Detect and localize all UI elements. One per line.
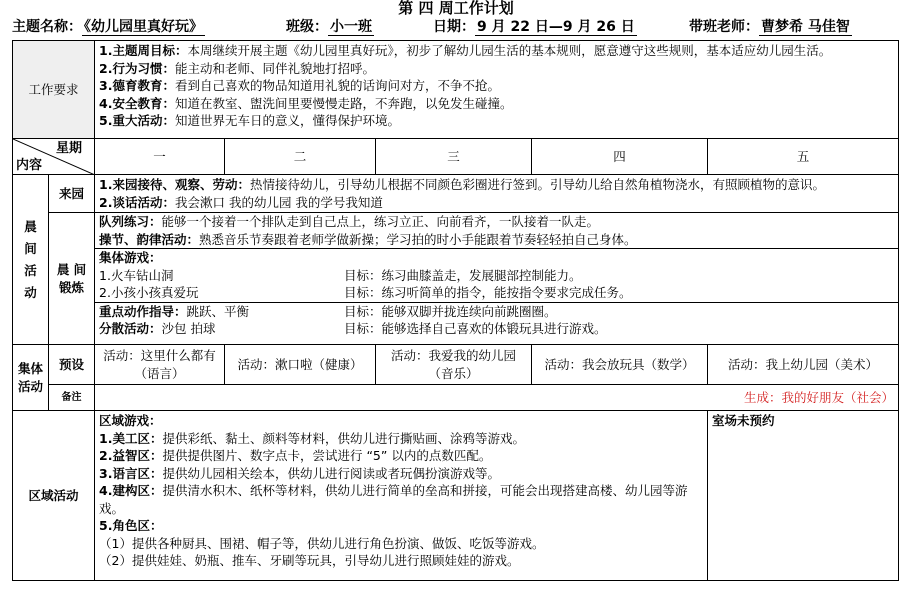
corner-label-weekday: 星期 xyxy=(56,141,83,156)
class-value: 小一班 xyxy=(330,19,372,35)
area-key: 5.角色区： xyxy=(99,518,163,533)
exercise-label: 晨 间锻炼 xyxy=(49,213,95,345)
theme-header xyxy=(12,16,205,38)
generated-note: 生成：我的好朋友（社会） xyxy=(95,385,899,411)
area-key: 3.语言区： xyxy=(99,465,163,481)
weekday-header-row xyxy=(13,139,899,175)
work-requirements-content xyxy=(95,41,899,139)
collective-plan-row xyxy=(13,345,899,385)
talk-text: 我会漱口 我的幼儿园 我的学号我知道 xyxy=(174,194,383,210)
arrival-key: 1.来园接待、观察、劳动： xyxy=(99,177,250,192)
req-key: 5.重大活动： xyxy=(99,113,175,128)
req-key: 1.主题周目标： xyxy=(99,43,188,58)
day-wednesday: 三 xyxy=(376,139,532,175)
req-key: 3.德育教育： xyxy=(99,78,175,93)
exercise-content xyxy=(95,213,899,345)
arrival-text: 热情接待幼儿，引导幼儿根据不同颜色彩圈进行签到。引导幼儿给自然角植物浇水，有照顾植物的意识。 xyxy=(249,177,825,192)
page-title: 第 四 周工作计划 xyxy=(398,0,514,17)
activity-monday: 活动：这里什么都有（语言） xyxy=(95,345,225,385)
arrival-label: 来园 xyxy=(49,175,95,213)
day-friday: 五 xyxy=(708,139,899,175)
activity-friday: 活动：我上幼儿园（美术） xyxy=(708,345,899,385)
date-value: 9 月 22 日—9 月 26 日 xyxy=(477,19,635,35)
weekly-plan-table xyxy=(12,40,899,581)
area-activity-label: 区域活动 xyxy=(13,411,95,581)
teacher-header xyxy=(689,16,852,38)
formation-text: 能够一个接着一个排队走到自己点上，练习立正、向前看齐，一队接着一队走。 xyxy=(161,214,600,229)
theme-value: 《幼儿园里真好玩》 xyxy=(84,19,203,35)
area-text: 提供提供图片、数字点卡，尝试进行 “5” 以内的点数匹配。 xyxy=(162,448,492,463)
class-header xyxy=(286,16,374,38)
area-text: 提供幼儿园相关绘本，供幼儿进行阅读或者玩偶扮演游戏等。 xyxy=(162,465,500,481)
note-label: 备注 xyxy=(49,385,95,411)
activity-thursday: 活动：我会放玩具（数学） xyxy=(532,345,708,385)
exercise-row xyxy=(13,213,899,345)
area-title: 区域游戏： xyxy=(99,413,162,428)
role-line: （1）提供各种厨具、围裙、帽子等，供幼儿进行角色扮演、做饭、吃饭等游戏。 xyxy=(99,535,545,551)
date-header xyxy=(433,16,637,38)
req-text: 能主动和老师、同伴礼貌地打招呼。 xyxy=(174,60,375,76)
day-tuesday: 二 xyxy=(225,139,376,175)
req-text: 本周继续开展主题《幼儿园里真好玩》，初步了解幼儿园生活的基本规则，愿意遵守这些规则，基本适应幼儿园生活。 xyxy=(187,43,832,58)
day-monday: 一 xyxy=(95,139,225,175)
outdoor-note: 室场未预约 xyxy=(712,413,775,428)
day-thursday: 四 xyxy=(532,139,708,175)
area-row xyxy=(13,411,899,581)
morning-activity-label: 晨间活动 xyxy=(13,175,49,345)
req-key: 2.行为习惯： xyxy=(99,60,175,76)
area-text: 提供清水积木、纸杯等材料，供幼儿进行简单的垒高和拼接，可能会出现搭建高楼、幼儿园等游戏。 xyxy=(99,483,688,516)
role-line: （2）提供娃娃、奶瓶、推车、牙刷等玩具，引导幼儿进行照顾娃娃的游戏。 xyxy=(99,553,520,568)
req-key: 4.安全教育： xyxy=(99,95,175,111)
plan-label: 预设 xyxy=(49,345,95,385)
outdoor-cell xyxy=(708,411,899,581)
work-requirements-label: 工作要求 xyxy=(13,41,95,139)
area-key: 2.益智区： xyxy=(99,448,163,463)
req-text: 知道世界无车日的意义，懂得保护环境。 xyxy=(174,113,400,128)
weekday-corner-cell xyxy=(13,139,95,175)
area-key: 4.建构区： xyxy=(99,483,163,498)
game-goal: 目标：练习听简单的指令，能按指令要求完成任务。 xyxy=(344,285,632,300)
focus-goal: 目标：能够双脚并拢连续向前跳圈圈。 xyxy=(344,303,557,319)
rhythm-key: 操节、韵律活动： xyxy=(99,231,200,247)
date-label: 日期： xyxy=(433,19,475,35)
activity-tuesday: 活动：漱口啦（健康） xyxy=(225,345,376,385)
req-text: 看到自己喜欢的物品知道用礼貌的话询问对方，不争不抢。 xyxy=(174,78,500,93)
focus-value: 跳跃、平衡 xyxy=(186,303,250,319)
class-label: 班级： xyxy=(286,19,328,35)
split-value: 沙包 拍球 xyxy=(161,321,216,336)
req-text: 知道在教室、盥洗间里要慢慢走路，不奔跑，以免发生碰撞。 xyxy=(174,95,513,111)
corner-label-content: 内容 xyxy=(16,157,43,173)
game-goal: 目标：练习曲膝盖走，发展腿部控制能力。 xyxy=(344,267,582,283)
collective-activity-label: 集体活动 xyxy=(13,345,49,411)
theme-label: 主题名称： xyxy=(12,19,82,35)
formation-key: 队列练习： xyxy=(99,214,162,229)
teacher-label: 带班老师： xyxy=(689,19,759,35)
activity-wednesday: 活动：我爱我的幼儿园（音乐） xyxy=(376,345,532,385)
work-requirements-row xyxy=(13,41,899,139)
game-name: 1.火车钻山洞 xyxy=(99,267,174,283)
teacher-value: 曹梦希 马佳智 xyxy=(761,19,850,35)
group-game-title: 集体游戏： xyxy=(99,250,162,265)
area-key: 1.美工区： xyxy=(99,430,163,446)
arrival-row xyxy=(13,175,899,213)
split-goal: 目标：能够选择自己喜欢的体锻玩具进行游戏。 xyxy=(344,321,607,336)
rhythm-text: 熟悉音乐节奏跟着老师学做新操；学习拍的时小手能跟着节奏轻轻拍自己身体。 xyxy=(199,231,637,247)
area-content xyxy=(95,411,708,581)
area-text: 提供彩纸、黏土、颜料等材料，供幼儿进行撕贴画、涂鸦等游戏。 xyxy=(162,430,525,446)
collective-note-row xyxy=(13,385,899,411)
focus-key: 重点动作指导： xyxy=(99,303,187,319)
split-key: 分散活动： xyxy=(99,321,162,336)
arrival-content xyxy=(95,175,899,213)
talk-key: 2.谈话活动： xyxy=(99,194,175,210)
game-name: 2.小孩小孩真爱玩 xyxy=(99,285,199,300)
